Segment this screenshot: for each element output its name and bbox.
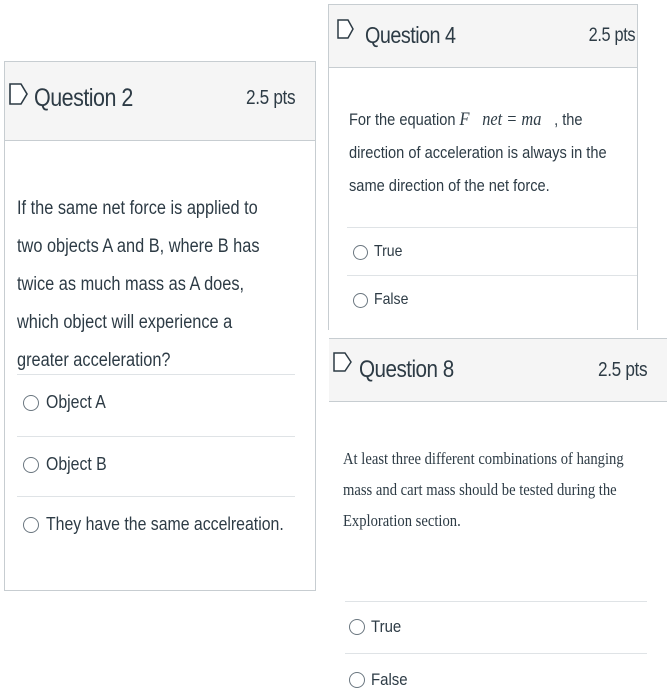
answer-divider	[345, 653, 647, 654]
question-4-points: 2.5 pts	[588, 25, 635, 46]
net-force-equation: F⃗net = ma⃗	[459, 109, 555, 130]
radio-button[interactable]	[23, 457, 39, 473]
answer-divider	[347, 275, 637, 276]
answer-option[interactable]	[353, 291, 413, 309]
radio-button[interactable]	[353, 293, 368, 308]
question-4-text-after: , the direction of acceleration is always in the same direction of the net force.	[349, 110, 607, 195]
radio-button[interactable]	[349, 619, 365, 635]
question-4-card	[328, 4, 638, 330]
answer-label: Object B	[46, 454, 107, 474]
radio-button[interactable]	[349, 672, 365, 688]
answer-divider	[345, 601, 647, 602]
answer-label: Object A	[46, 392, 106, 412]
radio-button[interactable]	[23, 395, 39, 411]
answer-label: True	[371, 617, 402, 636]
question-2-card	[4, 61, 316, 591]
radio-button[interactable]	[23, 517, 39, 533]
answer-divider	[17, 374, 295, 375]
answer-divider	[17, 436, 295, 437]
question-4-text	[349, 103, 624, 202]
question-2-text: If the same net force is applied to two objects A and B, where B has twice as much mass as A does, which object will experience a greater acceleration?	[17, 198, 260, 371]
question-2-header	[5, 62, 315, 141]
question-4-text-before: For the equation	[349, 110, 456, 129]
answer-option[interactable]	[23, 392, 114, 413]
flag-question-icon[interactable]	[333, 352, 353, 372]
answer-label: False	[374, 291, 409, 308]
answer-option[interactable]	[349, 617, 405, 637]
question-8-points: 2.5 pts	[597, 359, 647, 381]
flag-question-icon[interactable]	[337, 19, 355, 39]
answer-label: True	[374, 243, 403, 260]
answer-option[interactable]	[353, 243, 406, 261]
question-8-header	[329, 339, 667, 402]
answer-divider	[17, 496, 295, 497]
answer-divider	[347, 227, 637, 228]
radio-button[interactable]	[353, 245, 368, 260]
flag-question-icon[interactable]	[9, 83, 29, 105]
question-2-title: Question 2	[34, 84, 133, 112]
question-8-title: Question 8	[359, 356, 454, 383]
question-4-title: Question 4	[365, 22, 456, 48]
answer-option[interactable]	[23, 454, 115, 475]
question-2-points: 2.5 pts	[245, 87, 295, 109]
question-4-header	[329, 5, 637, 68]
question-8-text: At least three different combinations of hanging mass and cart mass should be tested during the Exploration section.	[343, 449, 624, 530]
answer-option[interactable]	[349, 670, 413, 690]
answer-label: False	[371, 670, 408, 689]
question-8-card	[329, 338, 667, 698]
answer-label: They have the same accelreation.	[46, 514, 284, 534]
answer-option[interactable]	[23, 514, 316, 535]
